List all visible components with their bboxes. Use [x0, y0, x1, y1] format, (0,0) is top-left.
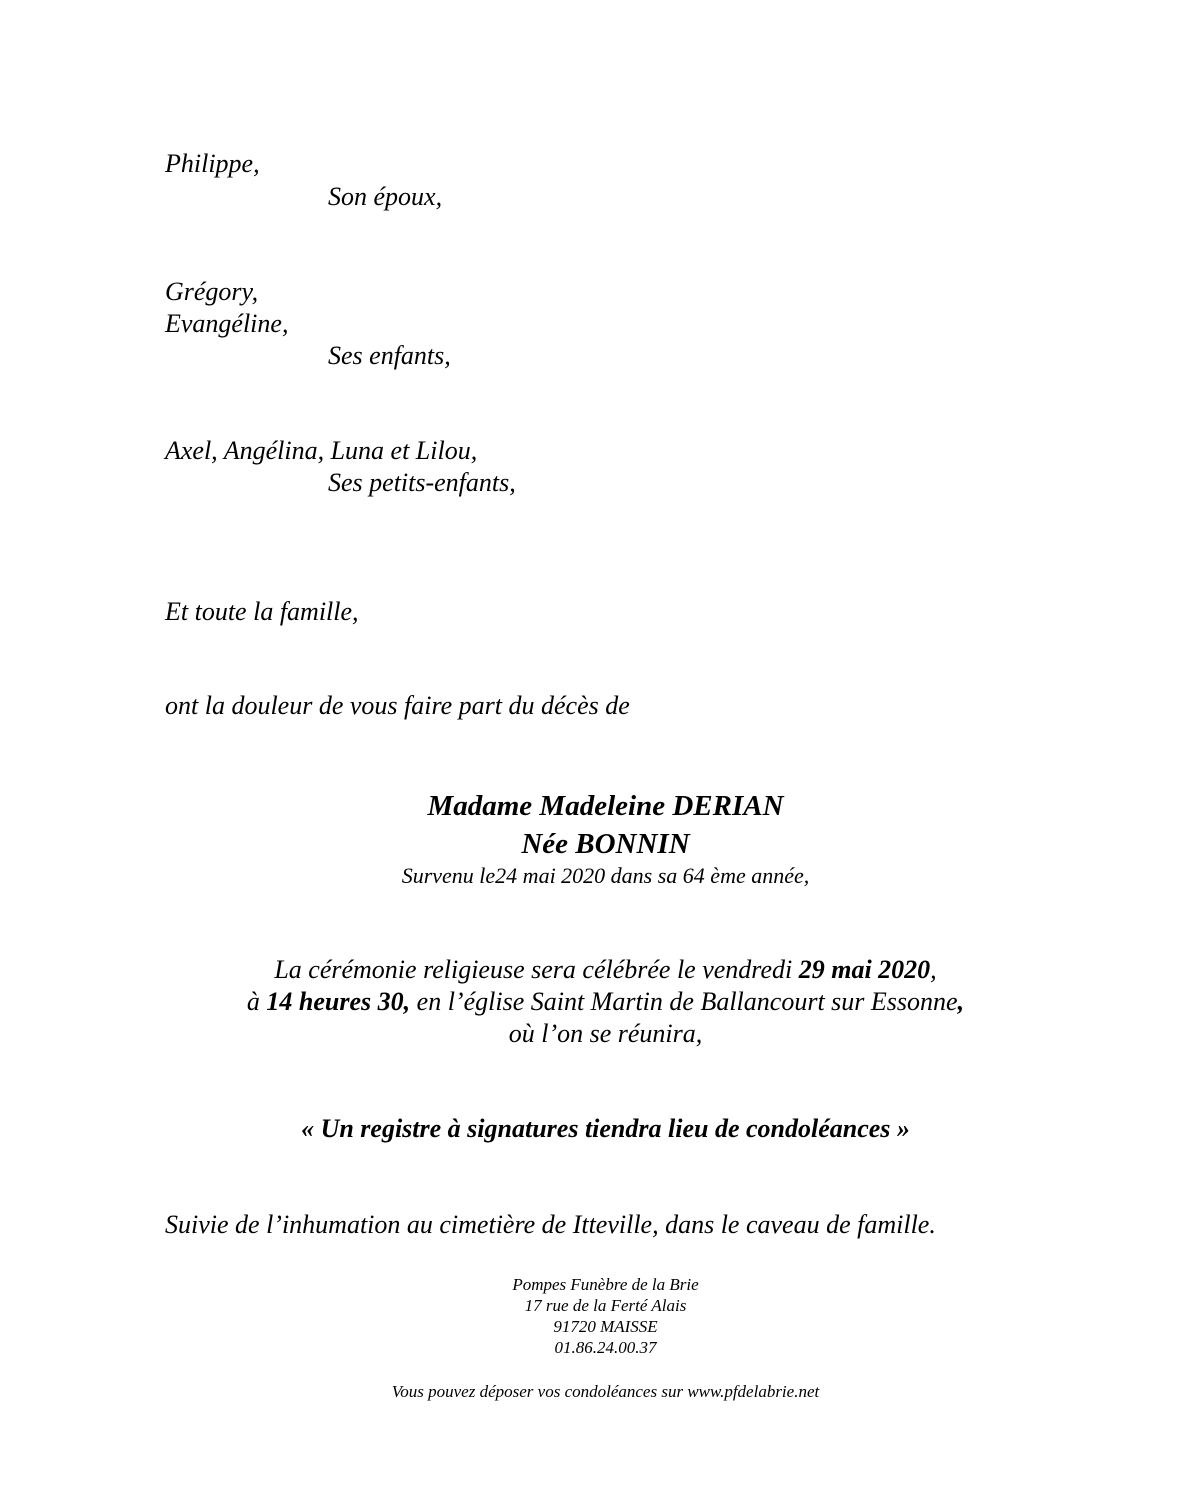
ceremony-line-3: où l’on se réunira,: [508, 1019, 703, 1048]
funeral-home-phone: 01.86.24.00.37: [554, 1338, 657, 1357]
spouse-role: Son époux,: [328, 182, 443, 211]
ceremony-time: 14 heures 30,: [266, 987, 411, 1016]
child-name-1: Grégory,: [165, 277, 259, 306]
whole-family: Et toute la famille,: [165, 597, 359, 626]
burial-info: Suivie de l’inhumation au cimetière de Itteville, dans le caveau de famille.: [165, 1210, 936, 1239]
ceremony-comma: ,: [930, 955, 937, 984]
children-role: Ses enfants,: [328, 341, 451, 370]
ceremony-line-2: [0, 986, 1181, 1018]
deceased-name: Madame Madeleine DERIAN: [427, 790, 784, 822]
condolences-footer: Vous pouvez déposer vos condoléances sur www.pfdelabrie.net: [391, 1382, 820, 1401]
grandchildren-role: Ses petits-enfants,: [328, 468, 516, 497]
ceremony-intro: La cérémonie religieuse sera célébrée le vendredi: [274, 955, 799, 984]
announcement-intro: ont la douleur de vous faire part du décès de: [165, 691, 630, 720]
ceremony-line-1: [0, 954, 1181, 986]
child-name-2: Evangéline,: [165, 309, 289, 338]
ceremony-place-comma: ,: [957, 987, 965, 1016]
registry-note: « Un registre à signatures tiendra lieu de condoléances »: [301, 1114, 910, 1143]
funeral-home-name: Pompes Funèbre de la Brie: [512, 1275, 699, 1294]
death-info: Survenu le24 mai 2020 dans sa 64 ème année,: [401, 863, 810, 888]
grandchildren-names: Axel, Angélina, Luna et Lilou,: [165, 436, 478, 465]
ceremony-place: en l’église Saint Martin de Ballancourt sur Essonne: [410, 987, 958, 1016]
ceremony-date: 29 mai 2020: [798, 955, 931, 984]
funeral-home-street: 17 rue de la Ferté Alais: [524, 1296, 687, 1315]
funeral-home-city: 91720 MAISSE: [553, 1317, 658, 1336]
maiden-name: Née BONNIN: [521, 828, 690, 860]
ceremony-at: à: [246, 987, 267, 1016]
spouse-name: Philippe,: [165, 149, 260, 178]
